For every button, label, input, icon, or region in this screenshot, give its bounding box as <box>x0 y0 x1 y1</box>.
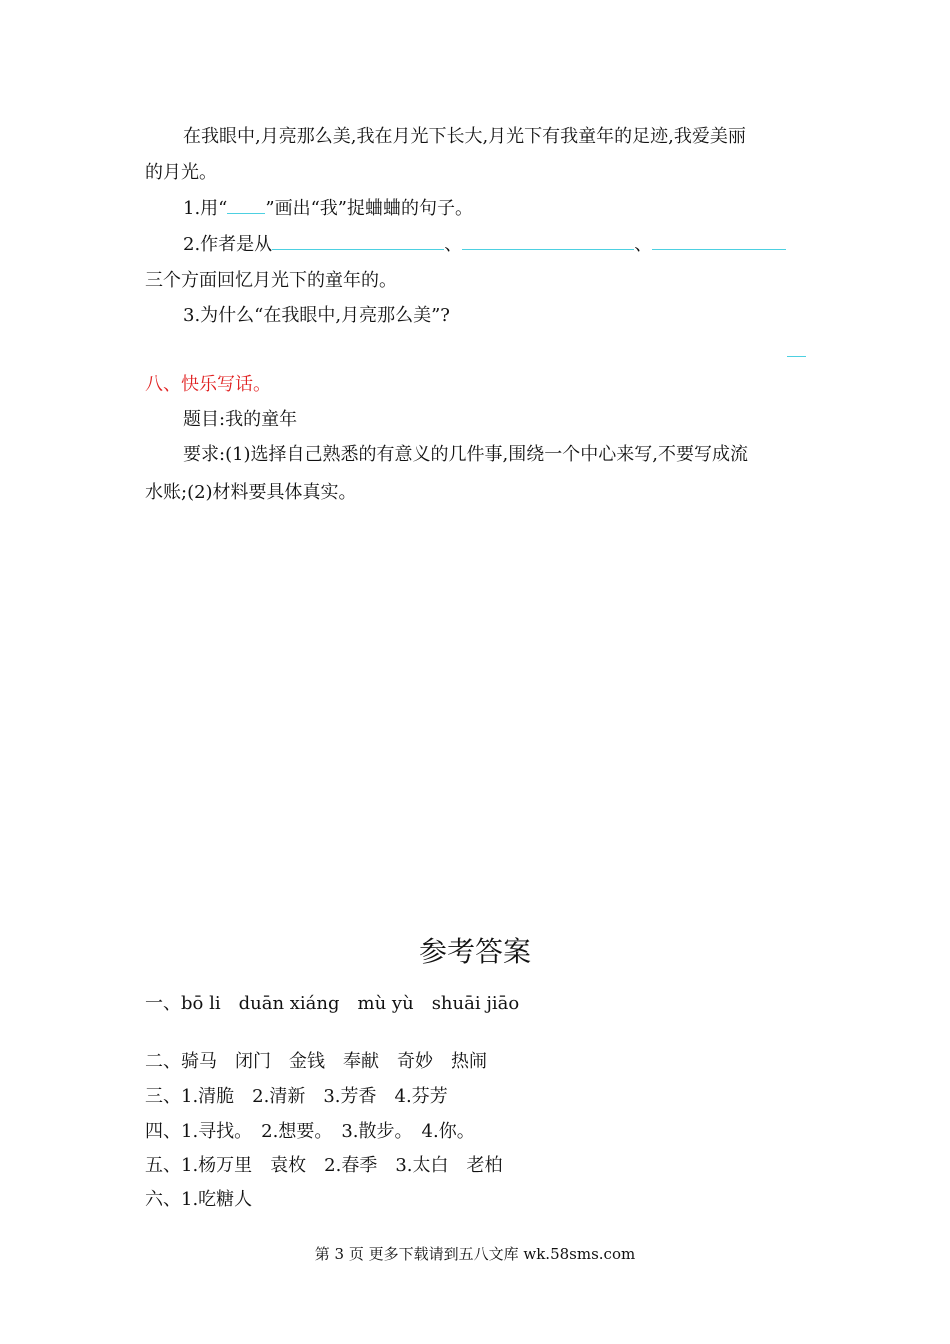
q2-blank-1[interactable] <box>272 233 444 250</box>
q2-blank-2[interactable] <box>462 233 634 250</box>
answer-2 <box>145 1050 487 1074</box>
answer-6: 六、1.吃糖人 <box>145 1189 253 1210</box>
a1-item: shuāi jiāo <box>431 993 520 1014</box>
q1-prefix: 1.用“ <box>183 198 228 219</box>
q1-suffix: ”画出“我”捉蛐蛐的句子。 <box>265 198 473 219</box>
answer-5: 五、1.杨万里 袁枚 2.春季 3.太白 老柏 <box>145 1155 503 1176</box>
section-8-topic: 题目:我的童年 <box>183 409 298 430</box>
question-3: 3.为什么“在我眼中,月亮那么美”? <box>183 305 450 326</box>
a2-label: 二、 <box>145 1051 181 1072</box>
page-footer: 第 3 页 更多下载请到五八文库 wk.58sms.com <box>314 1245 636 1263</box>
a2-item: 金钱 <box>289 1051 325 1072</box>
question-2-line-2: 三个方面回忆月光下的童年的。 <box>145 270 397 291</box>
section-8-req-line-1: 要求:(1)选择自己熟悉的有意义的几件事,围绕一个中心来写,不要写成流 <box>183 444 749 465</box>
a2-item: 奇妙 <box>397 1051 433 1072</box>
q2-sep-1: 、 <box>444 234 463 255</box>
a1-item: bō li <box>181 993 221 1014</box>
a2-item: 热闹 <box>451 1051 487 1072</box>
a1-item: mù yù <box>357 993 414 1014</box>
section-8-req-line-2: 水账;(2)材料要具体真实。 <box>145 482 357 503</box>
section-8-heading: 八、快乐写话。 <box>145 374 271 395</box>
question-1 <box>183 197 473 221</box>
answer-3: 三、1.清脆 2.清新 3.芳香 4.芬芳 <box>145 1086 448 1107</box>
answer-4: 四、1.寻找。 2.想要。 3.散步。 4.你。 <box>145 1121 475 1142</box>
a1-item: duān xiáng <box>238 993 340 1014</box>
a2-item: 骑马 <box>181 1051 217 1072</box>
a1-label: 一、 <box>145 993 181 1014</box>
q1-blank-line[interactable] <box>227 197 265 214</box>
q3-answer-line[interactable] <box>787 356 806 357</box>
q2-prefix: 2.作者是从 <box>183 234 273 255</box>
a2-item: 闭门 <box>235 1051 271 1072</box>
q2-blank-3[interactable] <box>652 233 786 250</box>
passage-line-1: 在我眼中,月亮那么美,我在月光下长大,月光下有我童年的足迹,我爱美丽 <box>183 126 746 147</box>
answer-1 <box>145 992 519 1016</box>
answers-title: 参考答案 <box>418 935 531 968</box>
a2-item: 奉献 <box>343 1051 379 1072</box>
q2-sep-2: 、 <box>634 234 653 255</box>
question-2 <box>183 233 786 257</box>
passage-line-2: 的月光。 <box>145 162 217 183</box>
